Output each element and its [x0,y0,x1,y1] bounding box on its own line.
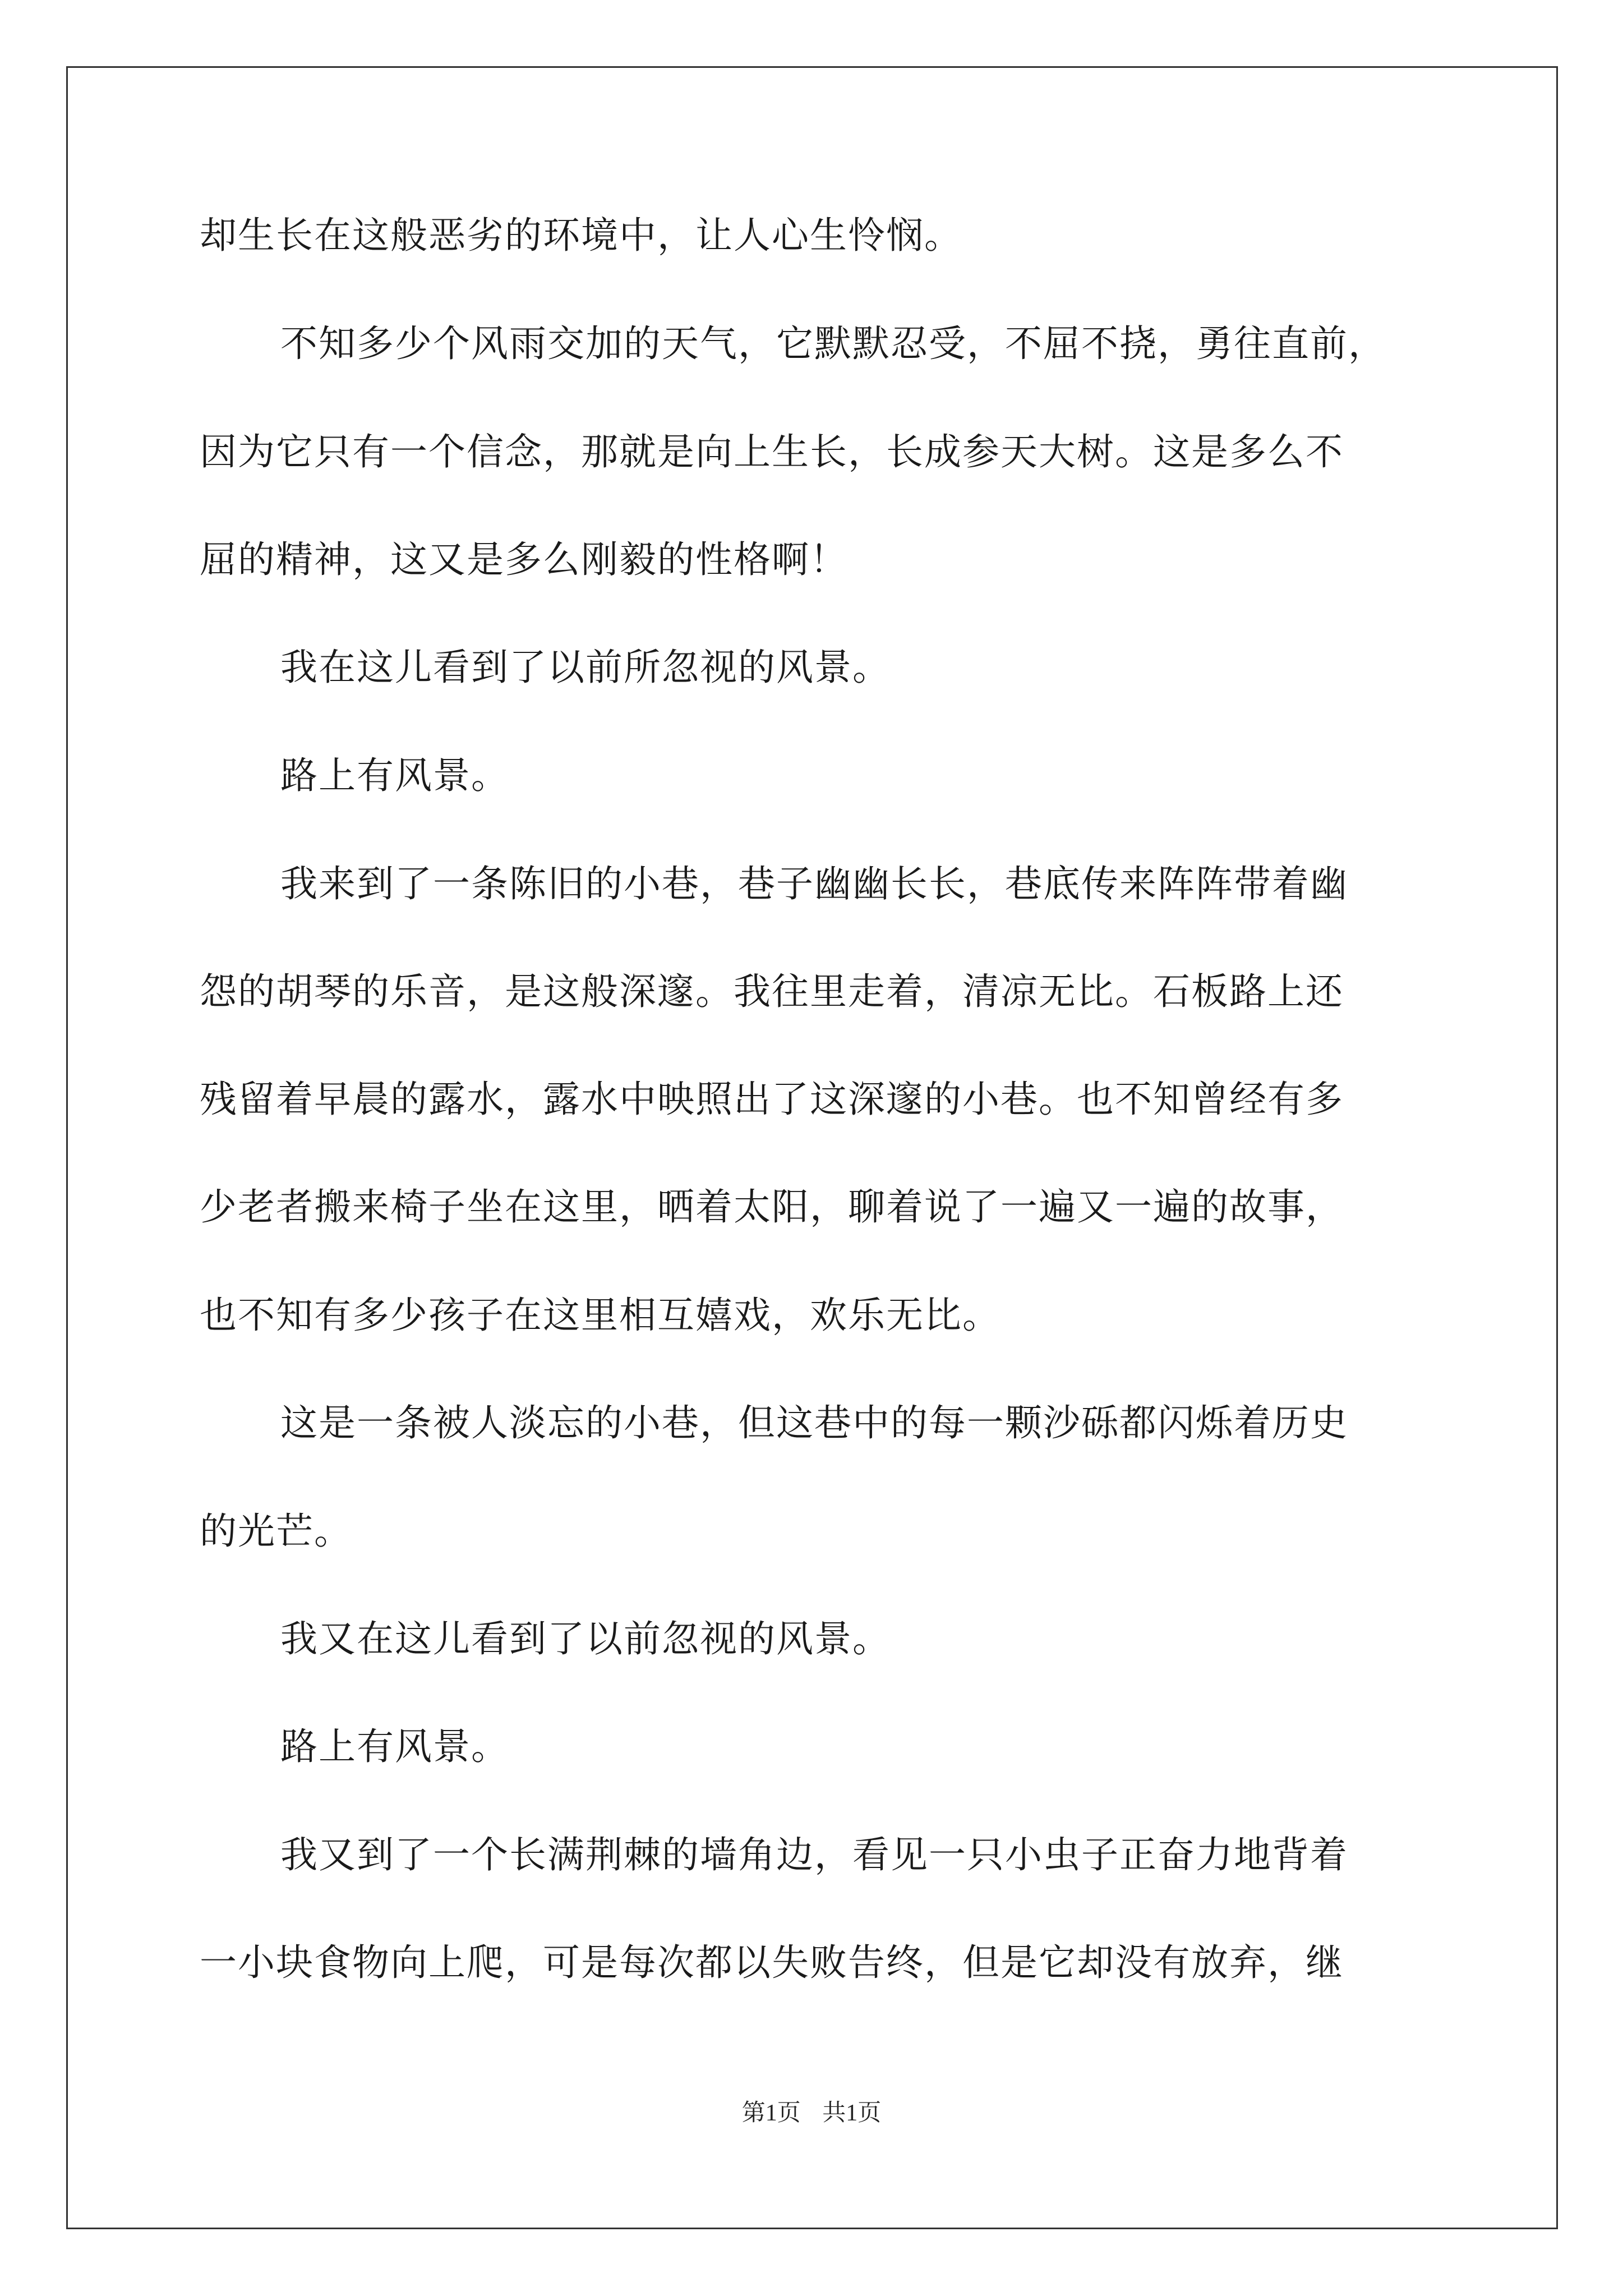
text-line: 因为它只有一个信念，那就是向上生长，长成参天大树。这是多么不 [200,430,1344,473]
text-line: 路上有风景。 [280,754,509,797]
text-line: 我来到了一条陈旧的小巷，巷子幽幽长长，巷底传来阵阵带着幽 [280,862,1348,905]
text-line: 不知多少个风雨交加的天气，它默默忍受，不屈不挠，勇往直前， [280,322,1386,365]
page-number-total: 共1页 [822,2100,882,2126]
text-line: 的光芒。 [200,1510,352,1553]
page-number-current: 第1页 [741,2100,801,2126]
page-footer [0,2099,1623,2127]
page-border [66,66,1558,2229]
text-line: 我又到了一个长满荆棘的墙角边，看见一只小虫子正奋力地背着 [280,1833,1348,1876]
text-line: 我在这儿看到了以前所忽视的风景。 [280,646,891,689]
text-line: 也不知有多少孩子在这里相互嬉戏，欢乐无比。 [200,1294,1000,1337]
text-line: 怨的胡琴的乐音，是这般深邃。我往里走着，清凉无比。石板路上还 [200,970,1344,1013]
text-line: 一小块食物向上爬，可是每次都以失败告终，但是它却没有放弃，继 [200,1941,1344,1984]
text-line: 却生长在这般恶劣的环境中，让人心生怜悯。 [200,214,962,257]
text-line: 残留着早晨的露水，露水中映照出了这深邃的小巷。也不知曾经有多 [200,1078,1344,1121]
text-line: 少老者搬来椅子坐在这里，晒着太阳，聊着说了一遍又一遍的故事， [200,1185,1344,1228]
text-line: 路上有风景。 [280,1725,509,1768]
text-line: 我又在这儿看到了以前忽视的风景。 [280,1617,891,1660]
text-line: 屈的精神，这又是多么刚毅的性格啊！ [200,538,848,581]
text-line: 这是一条被人淡忘的小巷，但这巷中的每一颗沙砾都闪烁着历史 [280,1401,1348,1444]
